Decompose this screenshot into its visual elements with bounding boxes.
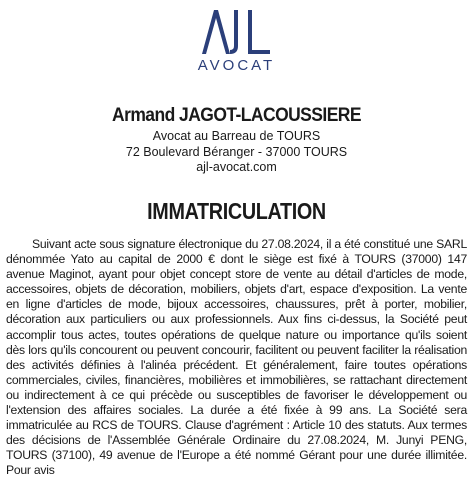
logo-subtitle: AVOCAT xyxy=(197,57,276,74)
notice-body: Suivant acte sous signature électronique du 27.08.2024, il a été constitué une SARL dénommée Yato au capital de 2000 € dont le siège est fixé à TOURS (37000) 147 avenue Maginot, ayant pour objet concept store de vente au détail d'articles de mode, accessoires, objets de décoration, mobiliers, objets d'art, espace d'exposition. La vente en ligne d'articles de mode, bijoux accessoires, chaussures, prêt à porter, mobilier, décoration aux particuliers ou aux professionnels. Aux fins ci-dessus, la Société peut accomplir tous actes, toutes opérations de quelque nature ou importance qu'ils soient dès lors qu'ils concourent ou peuvent concourir, facilitent ou peuvent faciliter la réalisation des activités définies à l'alinéa précédent. Et généralement, faire toutes opérations commerciales, civiles, financières, mobilières et immobilières, se rattachant directement ou indirectement à ce qui précède ou susceptibles de favoriser le développement ou l'extension des affaires sociales. La durée a été fixée à 99 ans. La Société sera immatriculée au RCS de TOURS. Clause d'agrément : Article 10 des statuts. Aux termes des décisions de l'Assemblée Générale Ordinaire du 27.08.2024, M. Junyi PENG, TOURS (37100), 49 avenue de l'Europe a été nommé Gérant pour une durée illimitée. Pour avis xyxy=(6,237,467,478)
lawyer-name: Armand JAGOT-LACOUSSIERE xyxy=(111,105,361,126)
lawyer-bar: Avocat au Barreau de TOURS xyxy=(152,129,321,143)
lawyer-header xyxy=(0,103,473,176)
notice-title: IMMATRICULATION xyxy=(147,198,326,224)
ajl-monogram-icon xyxy=(200,6,272,58)
lawyer-address: 72 Boulevard Béranger - 37000 TOURS xyxy=(125,144,348,159)
firm-logo xyxy=(0,0,473,80)
lawyer-website: ajl-avocat.com xyxy=(196,160,277,174)
